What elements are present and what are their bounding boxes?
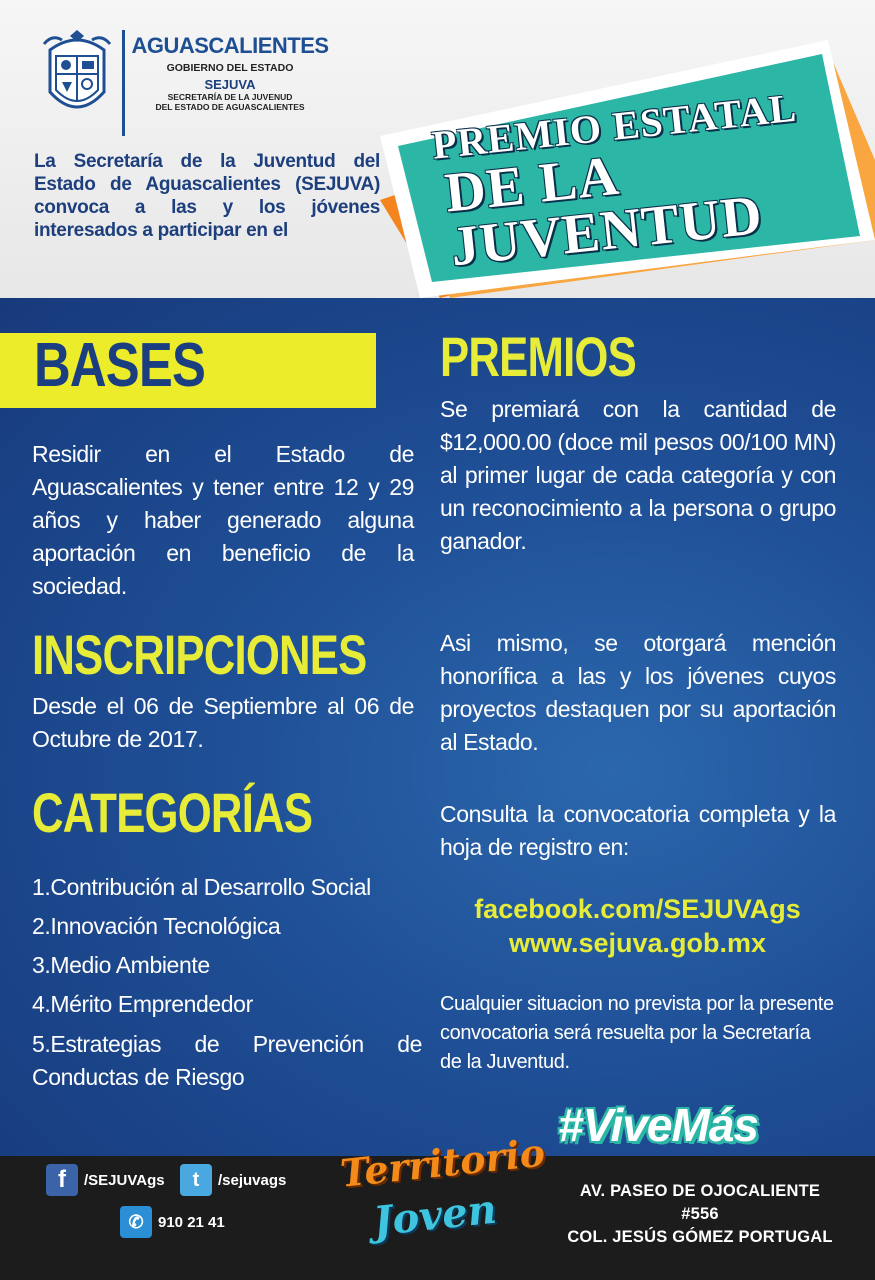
note-text: Cualquier situacion no prevista por la presente convocatoria será resuelta por la Secretaría de la Juventud. [440,993,834,1073]
facebook-icon: f [46,1164,78,1196]
address-line2: COL. JESÚS GÓMEZ PORTUGAL [567,1228,833,1246]
territorio-joven-logo [338,1129,547,1280]
header [0,0,875,298]
state-crest-icon [40,30,114,122]
links [440,892,835,960]
twitter-icon: t [180,1164,212,1196]
categorias-list [32,868,422,1094]
inscripciones-heading: INSCRIPCIONES [32,623,367,686]
categorias-heading: CATEGORÍAS [32,781,313,844]
government-label [130,34,330,112]
premios-text: Se premiará con la cantidad de $12,000.00 (doce mil pesos 00/100 MN) al primer lugar de cada categoría y con un reconocimiento a la persona o grupo ganador. [440,396,836,554]
gov-sejuva: SEJUVA [204,77,256,92]
hashtag: #ViveMás [558,1099,758,1151]
list-item: 3.Medio Ambiente [32,952,210,978]
banner-line2: DE LA JUVENTUD [442,145,766,279]
phone-icon: ✆ [120,1206,152,1238]
facebook-link[interactable]: facebook.com/SEJUVAgs [474,894,801,924]
header-divider [122,30,125,136]
bases-heading: BASES [34,331,206,400]
gov-sec-line2: DEL ESTADO DE AGUASCALIENTES [155,102,305,112]
address-line1: AV. PASEO DE OJOCALIENTE #556 [579,1182,821,1223]
gov-sec-line1: SECRETARÍA DE LA JUVENUD [167,92,293,102]
facebook-contact[interactable] [46,1164,165,1196]
logo-line2: Joven [371,1185,499,1246]
website-link[interactable]: www.sejuva.gob.mx [508,928,767,958]
bases-text: Residir en el Estado de Aguascalientes y tener entre 12 y 29 años y haber generado alguna aportación en beneficio de la sociedad. [32,441,414,599]
mencion-text: Asi mismo, se otorgará mención honorífica a las y los jóvenes cuyos proyectos destaquen por su aportación al Estado. [440,630,836,755]
consulta-text: Consulta la convocatoria completa y la hoja de registro en: [440,801,836,860]
gov-line: GOBIERNO DEL ESTADO [166,62,294,74]
address [560,1180,840,1249]
phone-number: 910 21 41 [158,1213,225,1231]
gov-state: AGUASCALIENTES [131,33,329,58]
facebook-handle: /SEJUVAgs [84,1171,165,1189]
list-item: 5.Estrategias de Prevención de Conductas de Riesgo [32,1031,422,1090]
inscripciones-text: Desde el 06 de Septiembre al 06 de Octubre de 2017. [32,693,414,752]
list-item: 4.Mérito Emprendedor [32,991,253,1017]
list-item: 2.Innovación Tecnológica [32,913,281,939]
twitter-handle: /sejuvags [218,1171,287,1189]
phone-contact[interactable] [120,1206,225,1238]
intro-text: La Secretaría de la Juventud del Estado de Aguascalientes (SEJUVA) convoca a las y los jóvenes interesados a participar en el [34,151,380,241]
twitter-contact[interactable] [180,1164,286,1196]
logo-line1: Territorio [338,1129,547,1196]
banner-line1: PREMIO ESTATAL [429,84,799,168]
list-item: 1.Contribución al Desarrollo Social [32,874,371,900]
premios-heading: PREMIOS [440,325,636,388]
